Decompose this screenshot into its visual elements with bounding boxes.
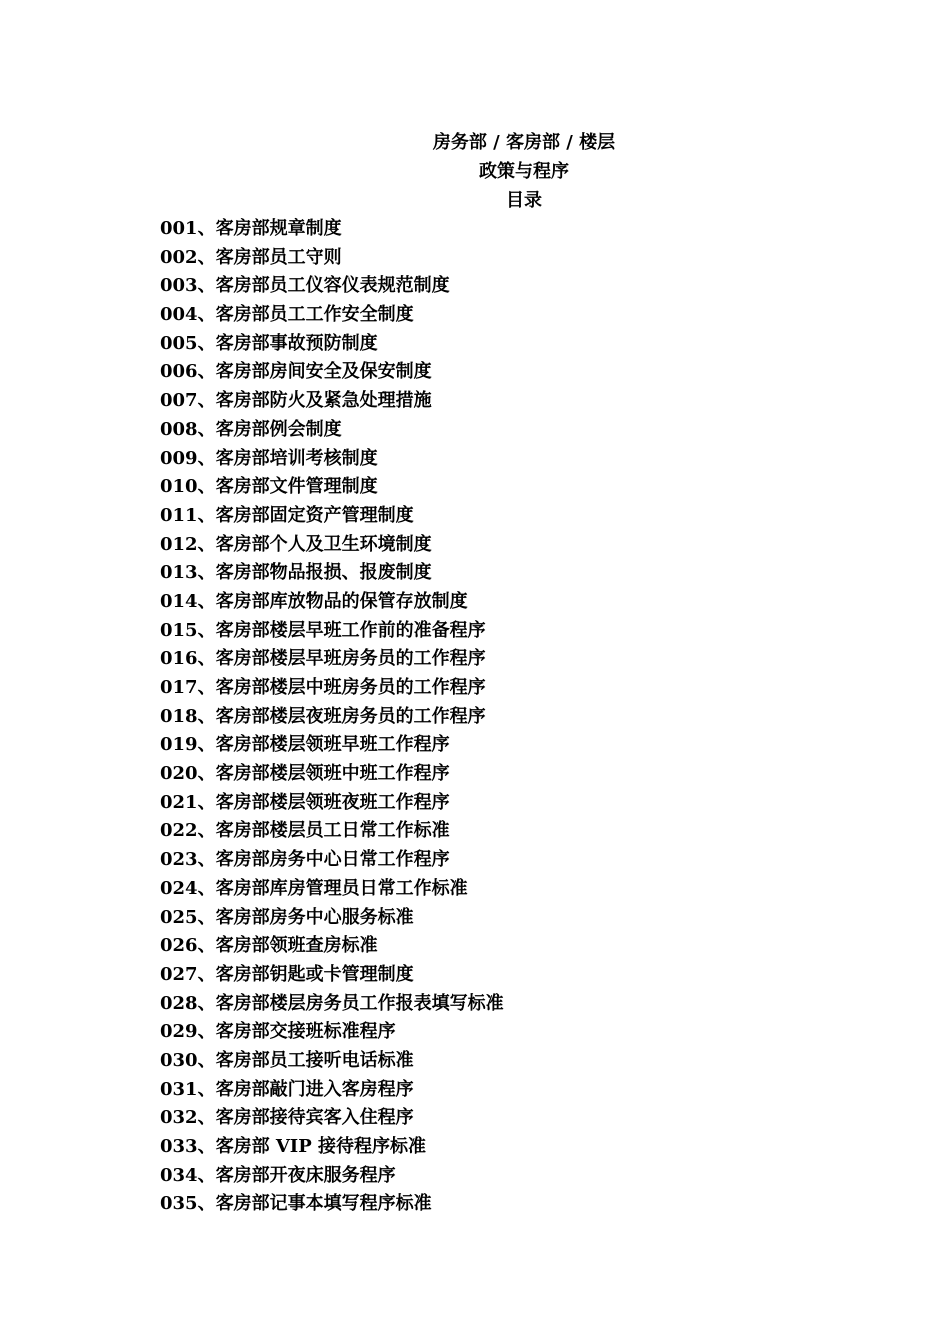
toc-item: 009、客房部培训考核制度 [160,447,378,469]
toc-item: 032、客房部接待宾客入住程序 [160,1107,414,1129]
toc-item: 002、客房部员工守则 [160,246,342,268]
toc-item: 017、客房部楼层中班房务员的工作程序 [160,677,486,698]
toc-item: 027、客房部钥匙或卡管理制度 [160,963,414,985]
toc-item: 026、客房部领班查房标准 [160,935,378,957]
toc-item: 030、客房部员工接听电话标准 [160,1049,414,1071]
toc-item: 033、客房部 VIP 接待程序标准 [160,1136,427,1157]
toc-item: 021、客房部楼层领班夜班工作程序 [160,791,450,813]
policy-title: 政策与程序 [479,161,569,182]
toc-item: 003、客房部员工仪容仪表规范制度 [160,275,450,297]
toc-item: 035、客房部记事本填写程序标准 [160,1193,432,1215]
toc-item: 020、客房部楼层领班中班工作程序 [160,763,450,785]
toc-item: 001、客房部规章制度 [160,218,342,239]
toc-item: 025、客房部房务中心服务标准 [160,906,414,928]
toc-item: 006、客房部房间安全及保安制度 [160,361,432,383]
toc-item: 007、客房部防火及紧急处理措施 [160,390,432,412]
toc-title: 目录 [506,190,542,211]
toc-item: 028、客房部楼层房务员工作报表填写标准 [160,992,504,1014]
toc-item: 018、客房部楼层夜班房务员的工作程序 [160,705,486,727]
toc-item: 029、客房部交接班标准程序 [160,1021,396,1043]
toc-item: 010、客房部文件管理制度 [160,476,378,498]
table-of-contents [160,215,504,1219]
toc-item: 019、客房部楼层领班早班工作程序 [160,734,450,756]
toc-item: 023、客房部房务中心日常工作程序 [160,849,450,871]
toc-item: 008、客房部例会制度 [160,418,342,440]
toc-item: 012、客房部个人及卫生环境制度 [160,533,432,555]
toc-item: 005、客房部事故预防制度 [160,332,378,354]
toc-item: 024、客房部库房管理员日常工作标准 [160,877,468,899]
document-header [0,128,950,215]
toc-item: 016、客房部楼层早班房务员的工作程序 [160,648,486,670]
toc-item: 034、客房部开夜床服务程序 [160,1164,396,1186]
department-title: 房务部 / 客房部 / 楼层 [432,132,616,153]
toc-item: 004、客房部员工工作安全制度 [160,304,414,326]
toc-item: 031、客房部敲门进入客房程序 [160,1078,414,1100]
toc-item: 022、客房部楼层员工日常工作标准 [160,820,450,842]
toc-item: 011、客房部固定资产管理制度 [160,504,414,526]
toc-item: 014、客房部库放物品的保管存放制度 [160,590,468,612]
toc-item: 015、客房部楼层早班工作前的准备程序 [160,619,486,641]
toc-item: 013、客房部物品报损、报废制度 [160,562,432,584]
